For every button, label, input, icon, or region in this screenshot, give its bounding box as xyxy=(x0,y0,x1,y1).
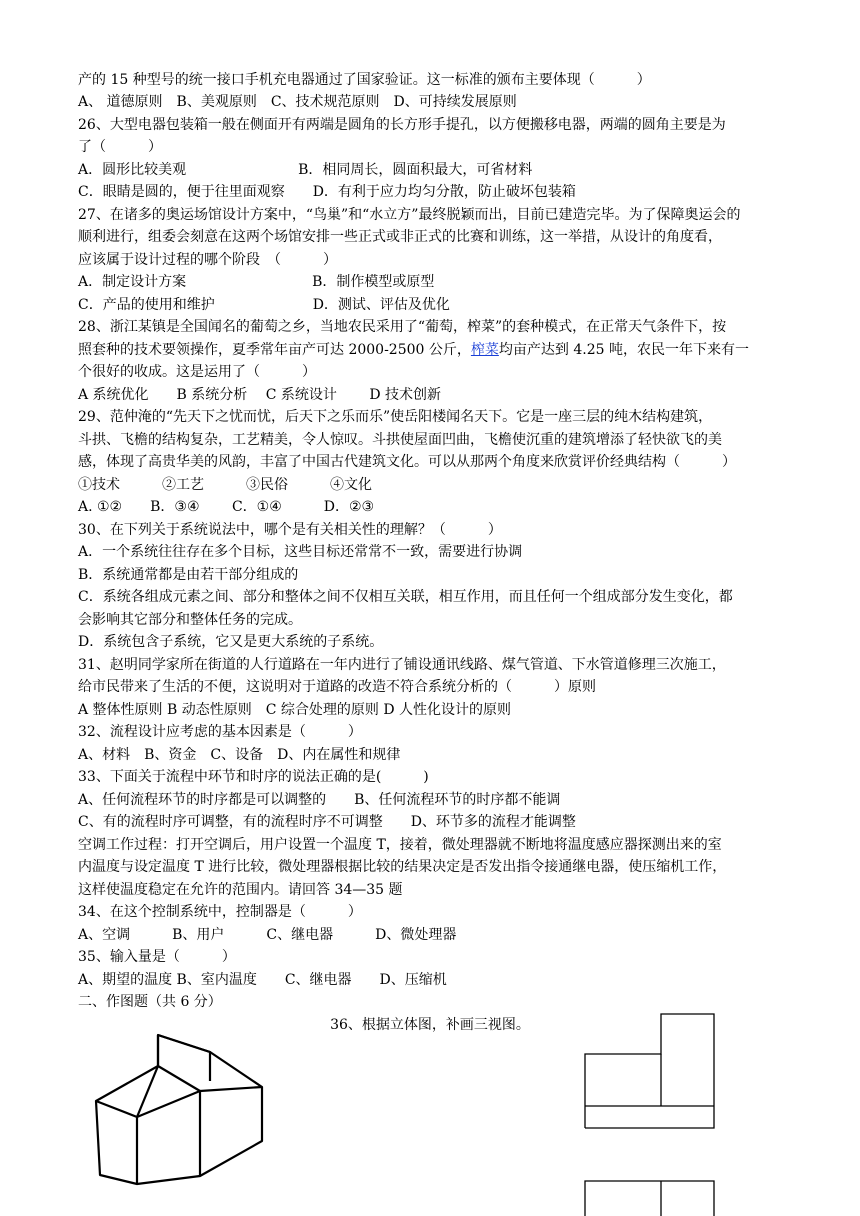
text-line: A、 道德原则 B、美观原则 C、技术规范原则 D、可持续发展原则 xyxy=(78,94,517,110)
question-34: 34、在这个控制系统中，控制器是（ ） xyxy=(78,904,362,920)
question-35: 35、输入量是（ ） xyxy=(78,949,236,965)
text-line: 感，体现了高贵华美的风韵，丰富了中国古代建筑文化。可以从那两个角度来欣赏评价经典结构（ ） xyxy=(78,454,736,470)
zhacai-link[interactable]: 榨菜 xyxy=(470,342,499,358)
option-line: A、空调 B、用户 C、继电器 D、微处理器 xyxy=(78,927,457,943)
option-line: B．系统通常都是由若干部分组成的 xyxy=(78,567,299,583)
question-33: 33、下面关于流程中环节和时序的说法正确的是( ) xyxy=(78,769,429,785)
option-line: A、期望的温度 B、室内温度 C、继电器 D、压缩机 xyxy=(78,972,447,988)
question-36-title: 36、根据立体图，补画三视图。 xyxy=(330,1017,530,1033)
question-31: 31、赵明同学家所在街道的人行道路在一年内进行了铺设通讯线路、煤气管道、下水管道修理三次施工， xyxy=(78,657,726,673)
option-line: A 整体性原则 B 动态性原则 C 综合处理的原则 D 人性化设计的原则 xyxy=(78,702,512,718)
question-28: 28、浙江某镇是全国闻名的葡萄之乡，当地农民采用了“葡萄，榨菜”的套种模式，在正常天气条件下，按 xyxy=(78,319,727,335)
option-line: A．圆形比较美观 B．相同周长，圆面积最大，可省材料 xyxy=(78,162,533,178)
option-line: A．一个系统往往存在多个目标，这些目标还常常不一致，需要进行协调 xyxy=(78,544,523,560)
question-32: 32、流程设计应考虑的基本因素是（ ） xyxy=(78,724,362,740)
text-line: 给市民带来了生活的不便，这说明对于道路的改造不符合系统分析的（ ）原则 xyxy=(78,679,596,695)
option-line: A. ①② B．③④ C．①④ D．②③ xyxy=(78,499,375,515)
text-after-link: 均亩产达到 4.25 吨，农民一年下来有一 xyxy=(498,342,749,358)
option-line: A、材料 B、资金 C、设备 D、内在属性和规律 xyxy=(78,747,401,763)
text-before-link: 照套种的技术要领操作，夏季常年亩产可达 2000-2500 公斤， xyxy=(78,342,471,358)
section-heading: 二、作图题（共 6 分） xyxy=(78,994,222,1010)
option-line: C、有的流程时序可调整，有的流程时序不可调整 D、环节多的流程才能调整 xyxy=(78,814,576,830)
isometric-solid-drawing xyxy=(96,1035,262,1184)
text-line: 应该属于设计过程的哪个阶段 （ ） xyxy=(78,252,337,268)
option-line: C．眼睛是圆的，便于往里面观察 D．有利于应力均匀分散，防止破坏包装箱 xyxy=(78,184,576,200)
text-line: 斗拱、飞檐的结构复杂，工艺精美，令人惊叹。斗拱使屋面凹曲，飞檐使沉重的建筑增添了轻快欲飞的美 xyxy=(78,432,722,448)
option-line: A 系统优化 B 系统分析 C 系统设计 D 技术创新 xyxy=(78,387,442,403)
option-line: ①技术 ②工艺 ③民俗 ④文化 xyxy=(78,477,372,493)
question-27: 27、在诸多的奥运场馆设计方案中，“鸟巢”和“水立方”最终脱颖而出，目前已建造完毕。为了保障奥运会的 xyxy=(78,207,741,223)
option-line: C．产品的使用和维护 D．测试、评估及优化 xyxy=(78,297,450,313)
text-line: 个很好的收成。这是运用了（ ） xyxy=(78,364,316,380)
question-26: 26、大型电器包装箱一般在侧面开有两端是圆角的长方形手提孔，以方便搬移电器，两端的圆角主要是为 xyxy=(78,117,726,133)
text-line: 产的 15 种型号的统一接口手机充电器通过了国家验证。这一标准的颁布主要体现（ ） xyxy=(78,72,651,88)
passage-line: 这样使温度稳定在允许的范围内。请回答 34—35 题 xyxy=(78,882,403,898)
question-29: 29、范仲淹的“先天下之忧而忧，后天下之乐而乐”使岳阳楼闻名天下。它是一座三层的纯木结构建筑， xyxy=(78,409,713,425)
text-line: 顺利进行，组委会刻意在这两个场馆安排一些正式或非正式的比赛和训练，这一举措，从设计的角度看， xyxy=(78,229,722,245)
passage-line: 空调工作过程：打开空调后，用户设置一个温度 T，接着，微处理器就不断地将温度感应器探测出来的室 xyxy=(78,837,722,853)
option-line: A．制定设计方案 B．制作模型或原型 xyxy=(78,274,435,290)
passage-line: 内温度与设定温度 T 进行比较，微处理器根据比较的结果决定是否发出指令接通继电器，使压缩机工作， xyxy=(78,859,727,875)
text-line: 会影响其它部分和整体任务的完成。 xyxy=(78,612,302,628)
option-line: A、任何流程环节的时序都是可以调整的 B、任何流程环节的时序都不能调 xyxy=(78,792,561,808)
question-30: 30、在下列关于系统说法中，哪个是有关相关性的理解？（ ） xyxy=(78,522,502,538)
text-line: 了（ ） xyxy=(78,139,162,155)
three-view-drawing xyxy=(585,1014,714,1216)
option-line: C．系统各组成元素之间、部分和整体之间不仅相互关联，相互作用，而且任何一个组成部分发生变化，都 xyxy=(78,589,733,605)
option-line: D．系统包含子系统，它又是更大系统的子系统。 xyxy=(78,634,384,650)
